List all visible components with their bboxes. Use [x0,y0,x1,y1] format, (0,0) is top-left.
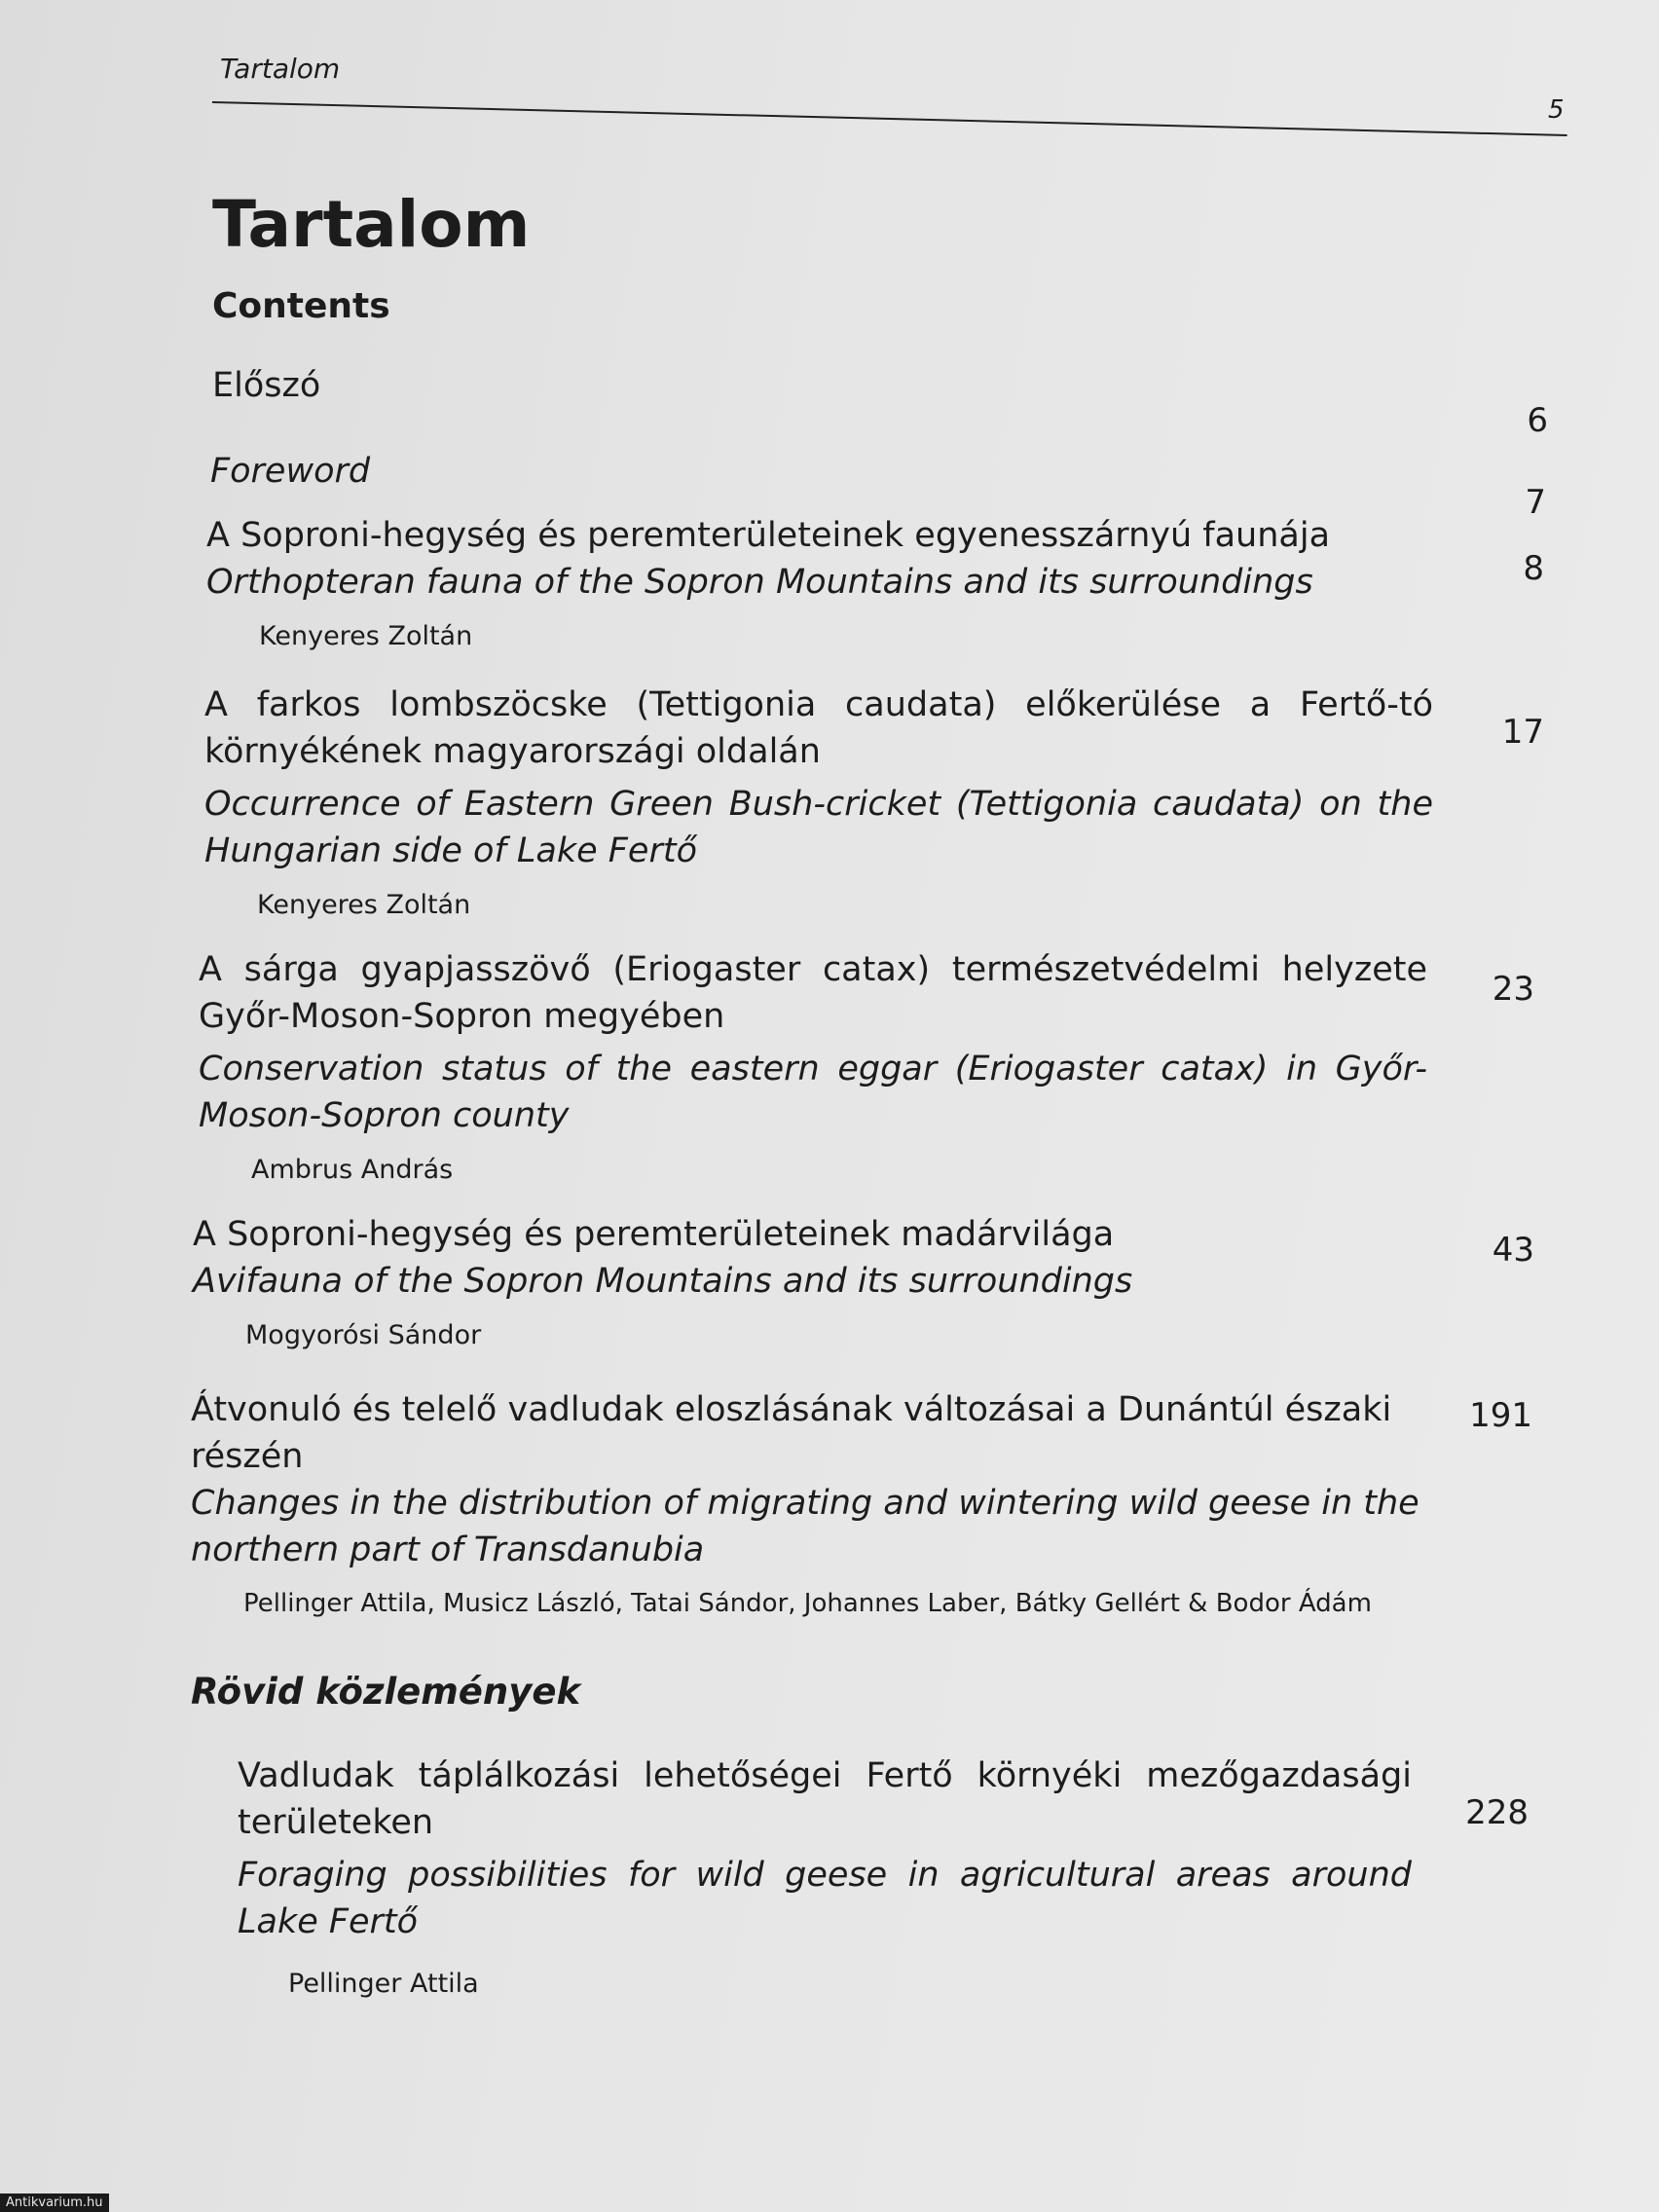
toc-page-number: 6 [1527,401,1548,440]
toc-page-number: 8 [1523,549,1544,588]
header-rule [212,101,1567,136]
toc-entry-title-hu: A Soproni-hegység és peremterületeinek madárvilága [193,1215,1115,1254]
toc-page-number: 43 [1492,1231,1534,1270]
toc-entry-author: Ambrus András [251,1155,454,1185]
toc-entry-title-en: Changes in the distribution of migrating and wintering wild geese in the northern part of Transdanubia [191,1484,1419,1569]
toc-entry-title-hu: A sárga gyapjasszövő (Eriogaster catax) természetvédelmi helyzete Győr-Moson-Sopron megyében [199,950,1427,1036]
page-title: Tartalom [212,187,531,262]
toc-entry-title-en: Occurrence of Eastern Green Bush-cricket (Tettigonia caudata) on the Hungarian side of Lake Fertő [204,785,1433,870]
toc-entry-author: Kenyeres Zoltán [257,890,471,920]
toc-front-elosz [212,362,320,409]
toc-entry-author: Mogyorósi Sándor [245,1320,482,1350]
toc-entry [199,946,1427,1185]
toc-page-number: 7 [1525,483,1546,522]
toc-entry-title-en: Avifauna of the Sopron Mountains and its surroundings [193,1262,1133,1301]
toc-page-number: 228 [1465,1793,1529,1832]
toc-entry-title-en: Conservation status of the eastern eggar (Eriogaster catax) in Győr-Moson-Sopron county [199,1050,1427,1135]
toc-entry-author: Pellinger Attila, Musicz László, Tatai Sándor, Johannes Laber, Bátky Gellért & Bodor Ádám [243,1589,1372,1618]
toc-entry-author: Kenyeres Zoltán [259,621,473,651]
toc-entry-title-hu: A farkos lombszöcske (Tettigonia caudata) előkerülése a Fertő-tó környékének magyarországi oldalán [204,685,1433,771]
toc-entry [238,1752,1412,1999]
toc-entry-title-hu: Átvonuló és telelő vadludak eloszlásának változásai a Dunántúl északi részén [191,1390,1392,1476]
toc-entry-title-hu: A Soproni-hegység és peremterületeinek egyenesszárnyú faunája [206,516,1331,555]
toc-entry [206,512,1453,651]
page-number: 5 [1548,95,1565,125]
toc-page-number: 23 [1492,970,1534,1009]
toc-entry-title-en: Foraging possibilities for wild geese in agricultural areas around Lake Fertő [238,1856,1412,1941]
section-heading: Rövid közlemények [191,1671,581,1713]
toc-front-label: Foreword [210,452,371,491]
toc-front-label: Előszó [212,366,321,405]
toc-front-foreword [210,448,370,495]
toc-entry-title-en: Orthopteran fauna of the Sopron Mountains and its surroundings [206,563,1313,602]
toc-page-number: 191 [1469,1396,1532,1435]
toc-entry-title-hu: Vadludak táplálkozási lehetőségei Fertő környéki mezőgazdasági területeken [238,1756,1412,1842]
toc-page-number: 17 [1501,713,1544,752]
toc-entry [193,1211,1439,1350]
page-subtitle: Contents [212,286,390,326]
toc-entry [191,1386,1439,1618]
toc-entry-author: Pellinger Attila [288,1969,479,1999]
toc-entry [204,682,1433,920]
running-header: Tartalom [220,53,341,85]
watermark-logo: Antikvarium.hu [0,2194,109,2212]
